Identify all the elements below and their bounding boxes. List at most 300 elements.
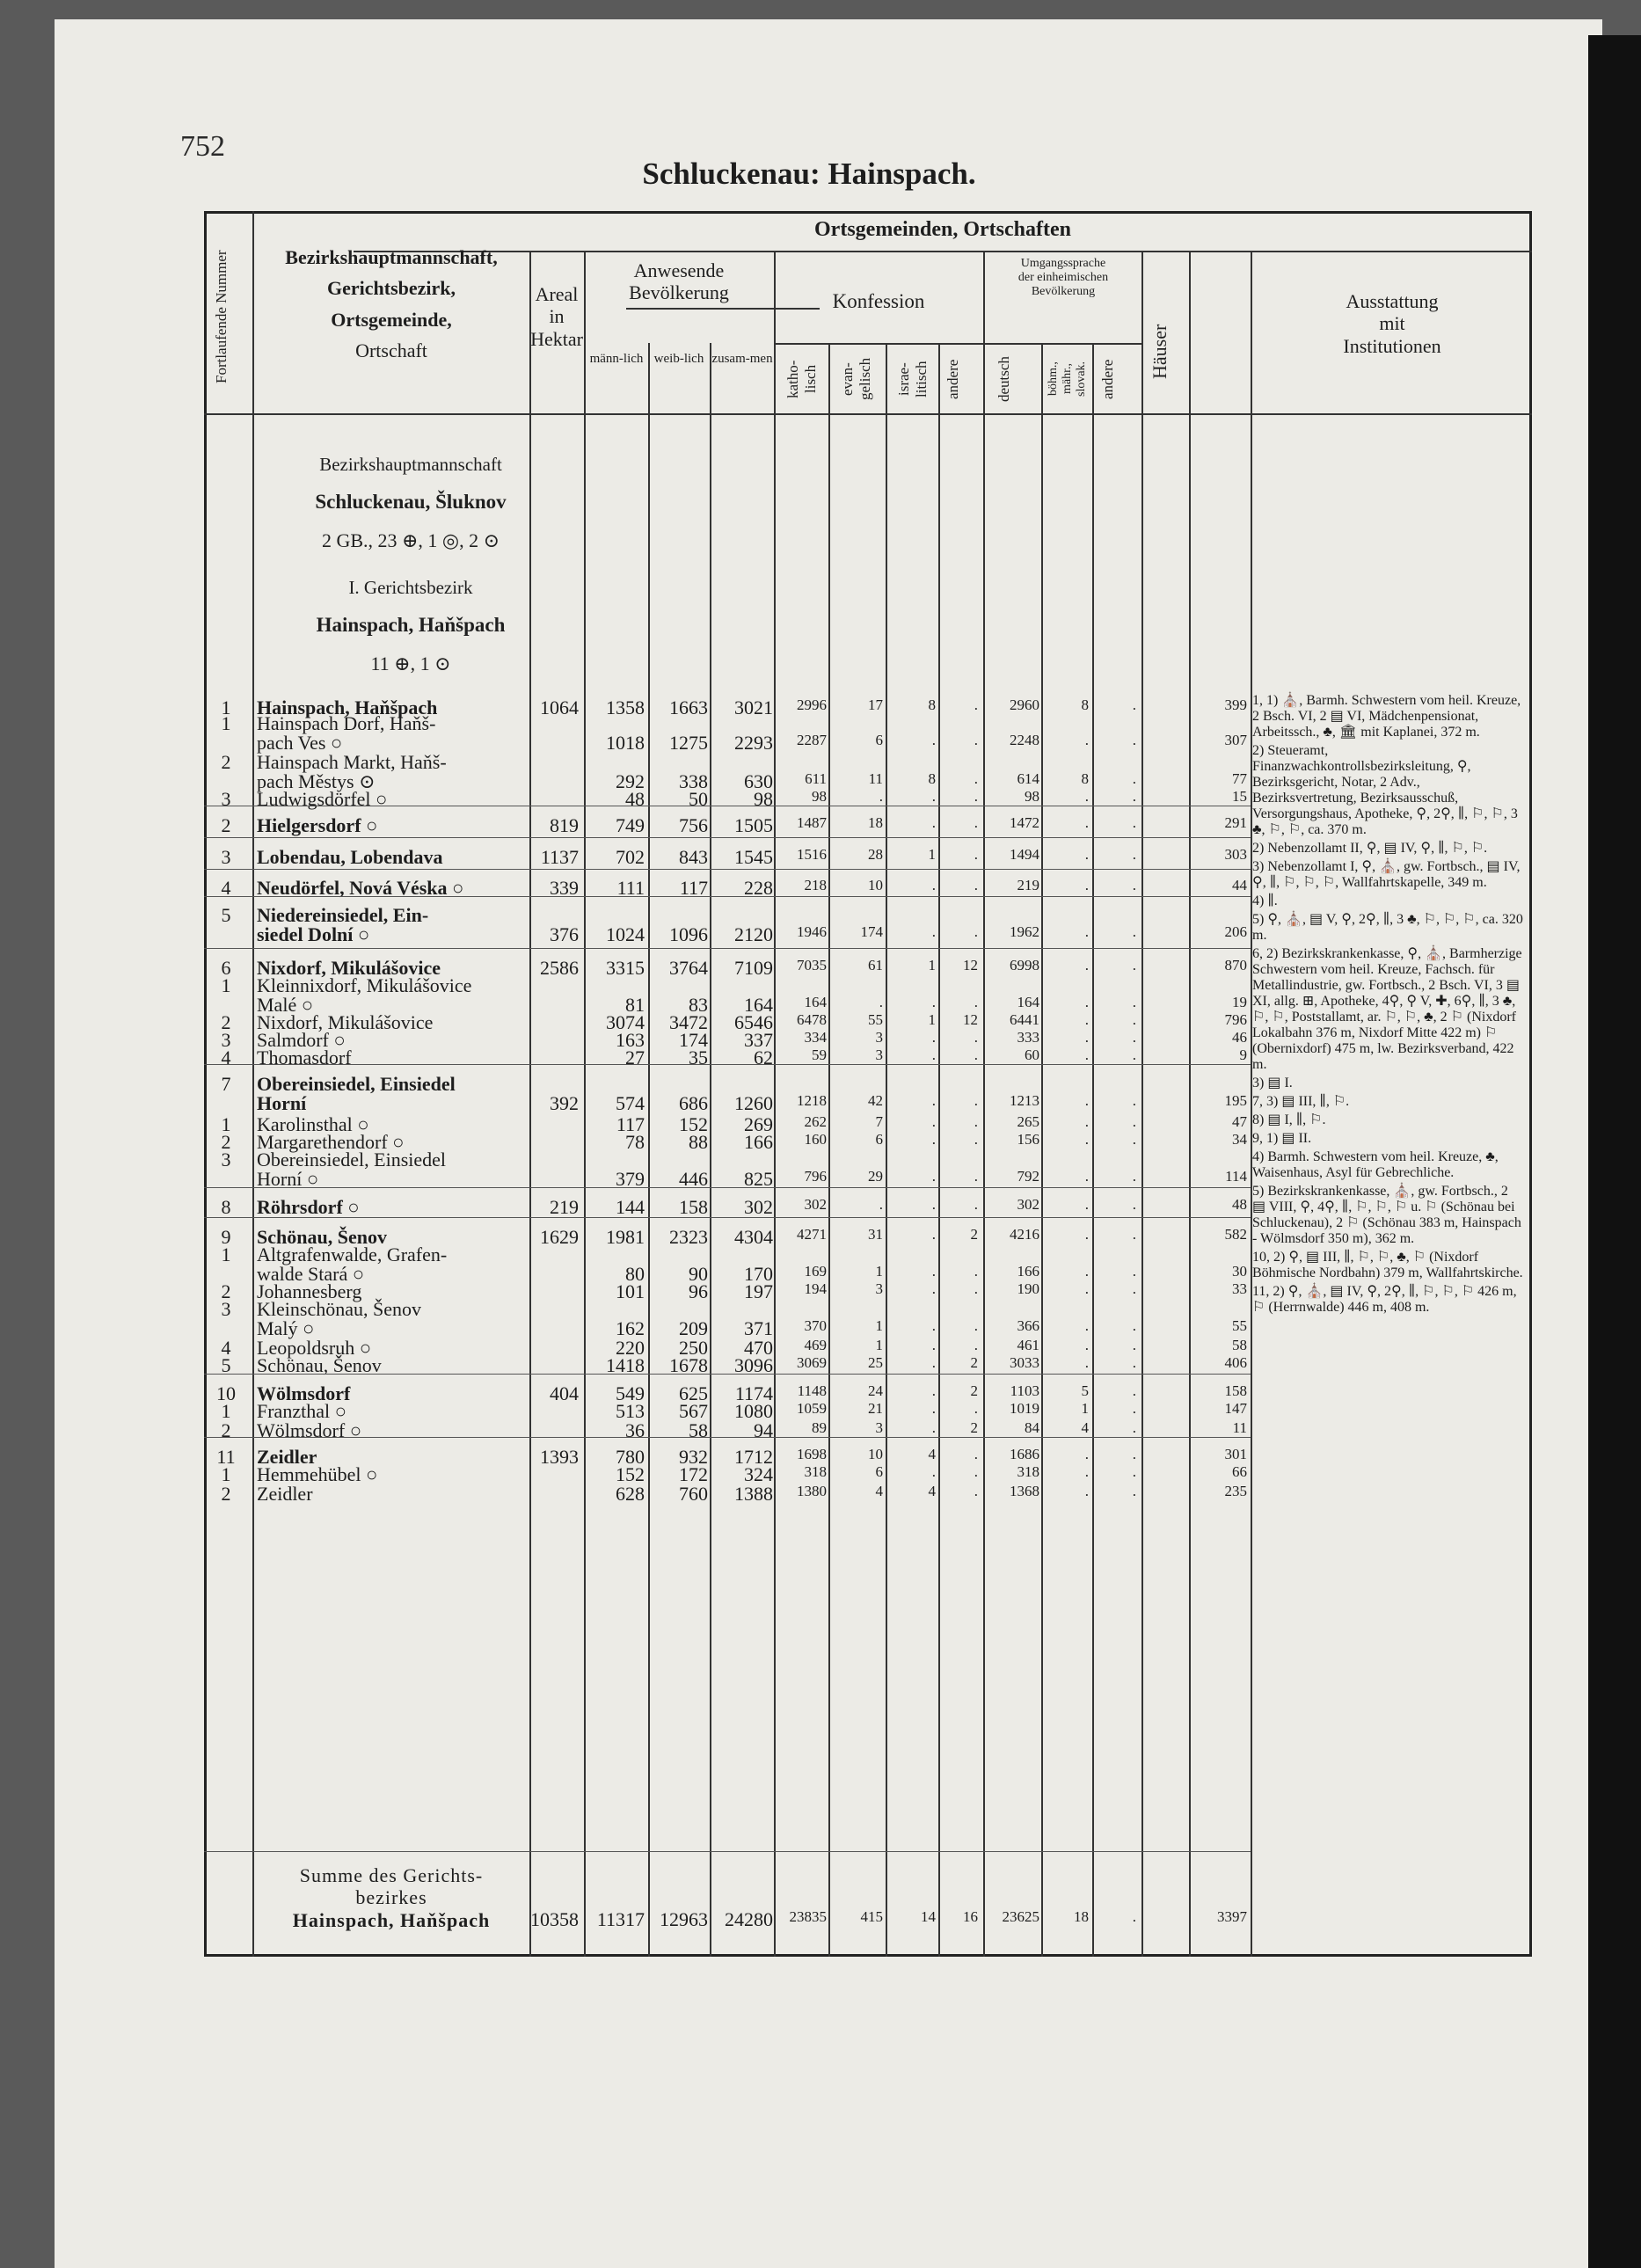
cell-evang: 1 <box>875 1263 883 1280</box>
cell-and: . <box>974 1263 978 1280</box>
institution-entry: 4) ∥. <box>1252 893 1278 908</box>
cell-and: . <box>974 732 978 748</box>
cell-t: 2293 <box>734 732 773 754</box>
cell-kath: 6478 <box>797 1011 827 1028</box>
court-summary: 11 ⊕, 1 ⊙ <box>370 653 451 675</box>
cell-and: 12 <box>963 1011 978 1028</box>
cell-and2: . <box>1132 1382 1136 1399</box>
cell-deu: 333 <box>1017 1029 1039 1046</box>
cell-isr: . <box>931 1113 936 1130</box>
table-row <box>204 1196 1251 1219</box>
header-institutions: Ausstattung mit Institutionen <box>1343 290 1441 357</box>
cell-boh: . <box>1084 1131 1089 1148</box>
cell-and2: . <box>1132 1092 1136 1109</box>
row-number: 1 <box>221 1463 231 1485</box>
cell-boh: . <box>1084 994 1089 1010</box>
cell-w: 172 <box>679 1463 708 1485</box>
cell-m: 749 <box>616 814 645 836</box>
cell-and2: . <box>1132 770 1136 787</box>
cell-t: 1260 <box>734 1092 773 1114</box>
header-rule <box>774 343 983 345</box>
cell-boh: . <box>1084 877 1089 893</box>
cell-isr: . <box>931 1419 936 1436</box>
cell-and: . <box>974 1046 978 1063</box>
header-language: Umgangssprache der einheimischen Bevölkerung <box>1017 257 1109 299</box>
institution-entry: 1, 1) ⛪, Barmh. Schwestern vom heil. Kreuze, 2 Bsch. VI, 2 ▤ VI, Mädchenpensionat, Arbeitssch., ♣, 🏛 mit Kaplanei, 372 m. <box>1252 693 1521 740</box>
cell-deu: 1962 <box>1010 923 1039 940</box>
institution-entry: 5) ⚲, ⛪, ▤ V, ⚲, 2⚲, ∥, 3 ♣, ⚐, ⚐, ⚐, ca. 320 m. <box>1252 912 1523 943</box>
cell-m: 702 <box>616 846 645 868</box>
cell-kath: 262 <box>804 1113 827 1130</box>
row-separator <box>204 1064 1251 1065</box>
cell-evang: 28 <box>868 846 883 863</box>
cell-w: 58 <box>689 1419 708 1441</box>
cell-w: 760 <box>679 1483 708 1505</box>
cell-kath: 3069 <box>797 1354 827 1371</box>
cell-deu: 3033 <box>1010 1354 1039 1371</box>
cell-and2: . <box>1132 1446 1136 1462</box>
cell-isr: 1 <box>928 846 936 863</box>
total-areal: 10358 <box>530 1908 579 1930</box>
row-number: 3 <box>221 788 231 810</box>
header-areal: Areal in Hektar <box>530 283 583 350</box>
cell-evang: 25 <box>868 1354 883 1371</box>
district-name: Schluckenau, Šluknov <box>315 491 507 513</box>
header-name: Bezirkshauptmannschaft, Gerichtsbezirk, Ortsgemeinde, Ortschaft <box>285 246 498 361</box>
court-name: Hainspach, Haňšpach <box>316 614 506 636</box>
cell-boh: . <box>1084 1226 1089 1243</box>
cell-isr: . <box>931 994 936 1010</box>
cell-deu: 1494 <box>1010 846 1039 863</box>
cell-areal: 392 <box>550 1092 579 1114</box>
row-number: 2 <box>221 1280 231 1302</box>
row-separator <box>204 1437 1251 1438</box>
cell-evang: 3 <box>875 1419 883 1436</box>
cell-areal: 1064 <box>540 696 579 718</box>
cell-boh: . <box>1084 732 1089 748</box>
cell-m: 152 <box>616 1463 645 1485</box>
cell-m: 78 <box>625 1131 645 1153</box>
cell-deu: 461 <box>1017 1337 1039 1353</box>
cell-boh: . <box>1084 814 1089 831</box>
cell-kath: 302 <box>804 1196 827 1213</box>
table-row <box>204 1483 1251 1506</box>
row-separator <box>204 869 1251 870</box>
row-name: Neudörfel, Nová Véska ○ <box>257 877 464 899</box>
cell-deu: 1472 <box>1010 814 1039 831</box>
cell-evang: . <box>879 788 883 805</box>
cell-deu: 156 <box>1017 1131 1039 1148</box>
row-number: 3 <box>221 846 231 868</box>
cell-kath: 1148 <box>797 1382 827 1399</box>
row-number: 5 <box>221 1354 231 1376</box>
cell-boh: . <box>1084 1354 1089 1371</box>
cell-deu: 302 <box>1017 1196 1039 1213</box>
row-name: Malé ○ <box>257 994 313 1016</box>
running-head: Schluckenau: Hainspach. <box>642 157 976 191</box>
cell-isr: . <box>931 1382 936 1399</box>
cell-areal: 1629 <box>540 1226 579 1248</box>
cell-deu: 2960 <box>1010 696 1039 713</box>
cell-m: 36 <box>625 1419 645 1441</box>
cell-haus: 15 <box>1232 788 1247 805</box>
cell-and2: . <box>1132 1011 1136 1028</box>
total-label: Summe des Gerichts- bezirkes Hainspach, Haňšpach <box>292 1864 491 1931</box>
cell-deu: 2248 <box>1010 732 1039 748</box>
cell-w: 567 <box>679 1400 708 1422</box>
cell-deu: 164 <box>1017 994 1039 1010</box>
table-row <box>204 788 1251 811</box>
cell-isr: 4 <box>928 1446 936 1462</box>
row-separator <box>204 1187 1251 1188</box>
cell-and: 12 <box>963 957 978 974</box>
cell-w: 1096 <box>669 923 708 945</box>
header-confession: Konfession <box>832 290 925 312</box>
row-number: 2 <box>221 751 231 773</box>
cell-areal: 376 <box>550 923 579 945</box>
cell-and: . <box>974 1113 978 1130</box>
cell-and2: . <box>1132 846 1136 863</box>
row-number: 3 <box>221 1029 231 1051</box>
institution-entry: 2) Nebenzollamt II, ⚲, ▤ IV, ⚲, ∥, ⚐, ⚐. <box>1252 841 1488 856</box>
cell-evang: 17 <box>868 696 883 713</box>
cell-kath: 160 <box>804 1131 827 1148</box>
row-number: 1 <box>221 1400 231 1422</box>
total-female: 12963 <box>660 1908 708 1930</box>
header-other-lang: andere <box>1099 359 1116 399</box>
cell-t: 1080 <box>734 1400 773 1422</box>
header-number: Fortlaufende Nummer <box>213 250 230 383</box>
cell-haus: 870 <box>1224 957 1247 974</box>
cell-and2: . <box>1132 696 1136 713</box>
cell-w: 686 <box>679 1092 708 1114</box>
row-number: 2 <box>221 1011 231 1033</box>
cell-and: . <box>974 994 978 1010</box>
cell-and: . <box>974 814 978 831</box>
row-number: 6 <box>221 957 231 979</box>
cell-boh: . <box>1084 1196 1089 1213</box>
cell-deu: 60 <box>1025 1046 1039 1063</box>
cell-and2: . <box>1132 877 1136 893</box>
cell-evang: 3 <box>875 1280 883 1297</box>
court-label: I. Gerichtsbezirk <box>348 577 473 598</box>
table-row <box>204 1046 1251 1069</box>
cell-and: . <box>974 1337 978 1353</box>
cell-w: 3472 <box>669 1011 708 1033</box>
cell-and: . <box>974 846 978 863</box>
cell-evang: 61 <box>868 957 883 974</box>
cell-isr: . <box>931 1317 936 1334</box>
header-group: Ortsgemeinden, Ortschaften <box>814 218 1071 241</box>
row-name: Zeidler <box>257 1446 317 1468</box>
cell-haus: 48 <box>1232 1196 1247 1213</box>
cell-and2: . <box>1132 1463 1136 1480</box>
cell-m: 1418 <box>606 1354 645 1376</box>
row-name: Salmdorf ○ <box>257 1029 346 1051</box>
cell-boh: . <box>1084 957 1089 974</box>
row-name: Hainspach Dorf, Haňš- <box>257 712 436 734</box>
row-name: Röhrsdorf ○ <box>257 1196 360 1218</box>
row-number: 1 <box>221 974 231 996</box>
cell-boh: . <box>1084 1263 1089 1280</box>
cell-areal: 404 <box>550 1382 579 1404</box>
cell-deu: 614 <box>1017 770 1039 787</box>
cell-m: 162 <box>616 1317 645 1339</box>
cell-evang: 1 <box>875 1337 883 1353</box>
cell-kath: 1487 <box>797 814 827 831</box>
cell-kath: 611 <box>805 770 827 787</box>
cell-t: 825 <box>744 1168 773 1190</box>
cell-and: . <box>974 877 978 893</box>
cell-evang: 4 <box>875 1483 883 1499</box>
total-israelite: 14 <box>921 1908 936 1925</box>
cell-and: 2 <box>970 1382 978 1399</box>
institution-entry: 7, 3) ▤ III, ∥, ⚐. <box>1252 1094 1350 1109</box>
row-name: Altgrafenwalde, Grafen- <box>257 1243 448 1265</box>
cell-haus: 47 <box>1232 1113 1247 1130</box>
cell-kath: 796 <box>804 1168 827 1185</box>
cell-m: 513 <box>616 1400 645 1422</box>
cell-deu: 1686 <box>1010 1446 1039 1462</box>
cell-and: . <box>974 923 978 940</box>
row-name: Wölmsdorf <box>257 1382 351 1404</box>
cell-t: 3021 <box>734 696 773 718</box>
cell-t: 4304 <box>734 1226 773 1248</box>
row-name: Ludwigsdörfel ○ <box>257 788 388 810</box>
cell-and: . <box>974 1483 978 1499</box>
cell-boh: 8 <box>1081 770 1089 787</box>
row-separator <box>204 948 1251 949</box>
cell-w: 174 <box>679 1029 708 1051</box>
cell-deu: 1368 <box>1010 1483 1039 1499</box>
header-israelite: israe-litisch <box>895 361 930 397</box>
cell-w: 50 <box>689 788 708 810</box>
cell-m: 111 <box>616 877 645 899</box>
row-name: Obereinsiedel, Einsiedel <box>257 1149 447 1170</box>
institution-entry: 2) Steueramt, Finanzwachkontrollsbezirksleitung, ⚲, Bezirksgericht, Notar, 2 Adv., Bezirksvertretung, Bezirksausschuß, Versorgungshaus, Apotheke, ⚲, 2⚲, ∥, ⚐, ⚐, 3 ♣, ⚐, ⚐, ca. 370 m. <box>1252 743 1518 837</box>
row-number: 1 <box>221 1113 231 1135</box>
cell-isr: . <box>931 1463 936 1480</box>
cell-boh: . <box>1084 1337 1089 1353</box>
header-other: andere <box>944 359 961 399</box>
cell-evang: 3 <box>875 1029 883 1046</box>
statistics-table <box>204 211 1532 1957</box>
cell-evang: 174 <box>860 923 883 940</box>
cell-w: 625 <box>679 1382 708 1404</box>
row-name: Hainspach Markt, Haňš- <box>257 751 447 773</box>
cell-and2: . <box>1132 1337 1136 1353</box>
cell-kath: 469 <box>804 1337 827 1353</box>
cell-and2: . <box>1132 1483 1136 1499</box>
row-name: Horní ○ <box>257 1168 319 1190</box>
cell-w: 1663 <box>669 696 708 718</box>
cell-kath: 1516 <box>797 846 827 863</box>
row-name: pach Městys ⊙ <box>257 770 376 792</box>
institution-entry: 10, 2) ⚲, ▤ III, ∥, ⚐, ⚐, ♣, ⚐ (Nixdorf Böhmische Nordbahn) 379 m, Wallfahrtskirche. <box>1252 1250 1523 1280</box>
table-row <box>204 1419 1251 1442</box>
cell-t: 371 <box>744 1317 773 1339</box>
row-number: 1 <box>221 1243 231 1265</box>
cell-haus: 406 <box>1224 1354 1247 1371</box>
cell-t: 164 <box>744 994 773 1016</box>
cell-haus: 9 <box>1239 1046 1247 1063</box>
cell-and2: . <box>1132 994 1136 1010</box>
cell-w: 338 <box>679 770 708 792</box>
cell-and2: . <box>1132 1131 1136 1148</box>
cell-t: 1174 <box>734 1382 773 1404</box>
cell-isr: . <box>931 814 936 831</box>
total-evangelical: 415 <box>860 1908 883 1925</box>
cell-t: 2120 <box>734 923 773 945</box>
cell-haus: 58 <box>1232 1337 1247 1353</box>
cell-isr: . <box>931 1400 936 1417</box>
cell-areal: 1393 <box>540 1446 579 1468</box>
row-number: 3 <box>221 1298 231 1320</box>
institution-entry: 6, 2) Bezirkskrankenkasse, ⚲, ⛪, Barmherzige Schwestern vom heil. Kreuze, Fachsch. für Metallindustrie, gw. Fortbsch., 2 Bsch. VI, 3 ▤ XI, allg. ⊞, Apotheke, 4⚲, ⚲ V, ✚, 6⚲, ∥, 3 ♣, ⚐, ⚐, Poststallamt, ar. ⚐, ⚐, ♣, 2 ⚐ (Nixdorf Lokalbahn 376 m, Nixdorf Mitte 422 m) ⚐ (Obernixdorf) 475 m, lw. Bezirksverband, 422 m. <box>1252 946 1522 1072</box>
cell-and: 2 <box>970 1354 978 1371</box>
total-row <box>204 1908 1251 1931</box>
cell-w: 1275 <box>669 732 708 754</box>
row-separator <box>204 1374 1251 1375</box>
cell-evang: 18 <box>868 814 883 831</box>
cell-kath: 7035 <box>797 957 827 974</box>
cell-deu: 4216 <box>1010 1226 1039 1243</box>
cell-haus: 19 <box>1232 994 1247 1010</box>
institution-entry: 8) ▤ I, ∥, ⚐. <box>1252 1112 1326 1127</box>
cell-and: 2 <box>970 1419 978 1436</box>
row-number: 5 <box>221 904 231 926</box>
cell-w: 2323 <box>669 1226 708 1248</box>
row-name: Kleinnixdorf, Mikulášovice <box>257 974 472 996</box>
cell-evang: 24 <box>868 1382 883 1399</box>
cell-and2: . <box>1132 1317 1136 1334</box>
row-name: Franzthal ○ <box>257 1400 346 1422</box>
cell-w: 88 <box>689 1131 708 1153</box>
cell-kath: 1380 <box>797 1483 827 1499</box>
cell-isr: . <box>931 1092 936 1109</box>
cell-deu: 366 <box>1017 1317 1039 1334</box>
cell-boh: . <box>1084 1113 1089 1130</box>
row-number: 8 <box>221 1196 231 1218</box>
cell-evang: 55 <box>868 1011 883 1028</box>
cell-w: 152 <box>679 1113 708 1135</box>
cell-and2: . <box>1132 1113 1136 1130</box>
cell-and2: . <box>1132 732 1136 748</box>
cell-w: 1678 <box>669 1354 708 1376</box>
cell-m: 1024 <box>606 923 645 945</box>
header-houses: Häuser <box>1149 324 1171 380</box>
cell-and2: . <box>1132 1354 1136 1371</box>
cell-boh: . <box>1084 1168 1089 1185</box>
cell-haus: 34 <box>1232 1131 1247 1148</box>
cell-evang: 21 <box>868 1400 883 1417</box>
row-number: 10 <box>216 1382 236 1404</box>
row-name: Schönau, Šenov <box>257 1226 387 1248</box>
cell-w: 117 <box>679 877 708 899</box>
cell-evang: 29 <box>868 1168 883 1185</box>
institution-entry: 3) Nebenzollamt I, ⚲, ⛪, gw. Fortbsch., ▤ IV, ⚲, ∥, ⚐, ⚐, ⚐, Wallfahrtskapelle, 349 m. <box>1252 859 1521 890</box>
row-name: Thomasdorf <box>257 1046 352 1068</box>
cell-m: 48 <box>625 788 645 810</box>
cell-boh: . <box>1084 1483 1089 1499</box>
cell-and2: . <box>1132 788 1136 805</box>
cell-isr: . <box>931 1029 936 1046</box>
header-rule <box>985 343 1143 345</box>
header-bohemian: böhm., mähr., slovak. <box>1047 361 1088 397</box>
cell-haus: 303 <box>1224 846 1247 863</box>
cell-kath: 1946 <box>797 923 827 940</box>
cell-and: . <box>974 1446 978 1462</box>
cell-t: 1388 <box>734 1483 773 1505</box>
row-name: walde Stará ○ <box>257 1263 365 1285</box>
row-number: 3 <box>221 1149 231 1170</box>
cell-isr: . <box>931 1131 936 1148</box>
total-other-lang: . <box>1132 1908 1136 1925</box>
cell-and: . <box>974 1168 978 1185</box>
row-name: pach Ves ○ <box>257 732 343 754</box>
cell-isr: . <box>931 1168 936 1185</box>
cell-haus: 114 <box>1225 1168 1247 1185</box>
row-number: 11 <box>216 1446 236 1468</box>
cell-kath: 194 <box>804 1280 827 1297</box>
cell-boh: . <box>1084 1029 1089 1046</box>
cell-and: . <box>974 1400 978 1417</box>
cell-m: 1981 <box>606 1226 645 1248</box>
cell-isr: . <box>931 1226 936 1243</box>
cell-isr: . <box>931 1046 936 1063</box>
cell-t: 6546 <box>734 1011 773 1033</box>
header-evangelical: evan-gelisch <box>839 357 873 401</box>
cell-isr: 8 <box>928 770 936 787</box>
cell-isr: 1 <box>928 957 936 974</box>
cell-and2: . <box>1132 1280 1136 1297</box>
cell-haus: 158 <box>1224 1382 1247 1399</box>
cell-isr: . <box>931 732 936 748</box>
cell-t: 62 <box>754 1046 773 1068</box>
cell-t: 1712 <box>734 1446 773 1468</box>
cell-isr: . <box>931 788 936 805</box>
row-number: 2 <box>221 1419 231 1441</box>
cell-evang: 3 <box>875 1046 883 1063</box>
cell-evang: 31 <box>868 1226 883 1243</box>
cell-and2: . <box>1132 1196 1136 1213</box>
header-german: deutsch <box>996 356 1012 402</box>
cell-haus: 44 <box>1232 877 1247 893</box>
cell-t: 94 <box>754 1419 773 1441</box>
cell-m: 549 <box>616 1382 645 1404</box>
cell-w: 843 <box>679 846 708 868</box>
cell-w: 250 <box>679 1337 708 1359</box>
cell-isr: . <box>931 1263 936 1280</box>
cell-evang: 42 <box>868 1092 883 1109</box>
table-row <box>204 814 1251 837</box>
cell-t: 302 <box>744 1196 773 1218</box>
row-name: Obereinsiedel, Einsiedel <box>257 1073 456 1095</box>
cell-and: . <box>974 770 978 787</box>
cell-kath: 318 <box>804 1463 827 1480</box>
cell-evang: 1 <box>875 1317 883 1334</box>
cell-and: . <box>974 1280 978 1297</box>
cell-m: 163 <box>616 1029 645 1051</box>
cell-and2: . <box>1132 1226 1136 1243</box>
cell-m: 628 <box>616 1483 645 1505</box>
cell-haus: 30 <box>1232 1263 1247 1280</box>
cell-deu: 219 <box>1017 877 1039 893</box>
cell-m: 81 <box>625 994 645 1016</box>
cell-deu: 166 <box>1017 1263 1039 1280</box>
row-number: 1 <box>221 696 231 718</box>
cell-deu: 190 <box>1017 1280 1039 1297</box>
